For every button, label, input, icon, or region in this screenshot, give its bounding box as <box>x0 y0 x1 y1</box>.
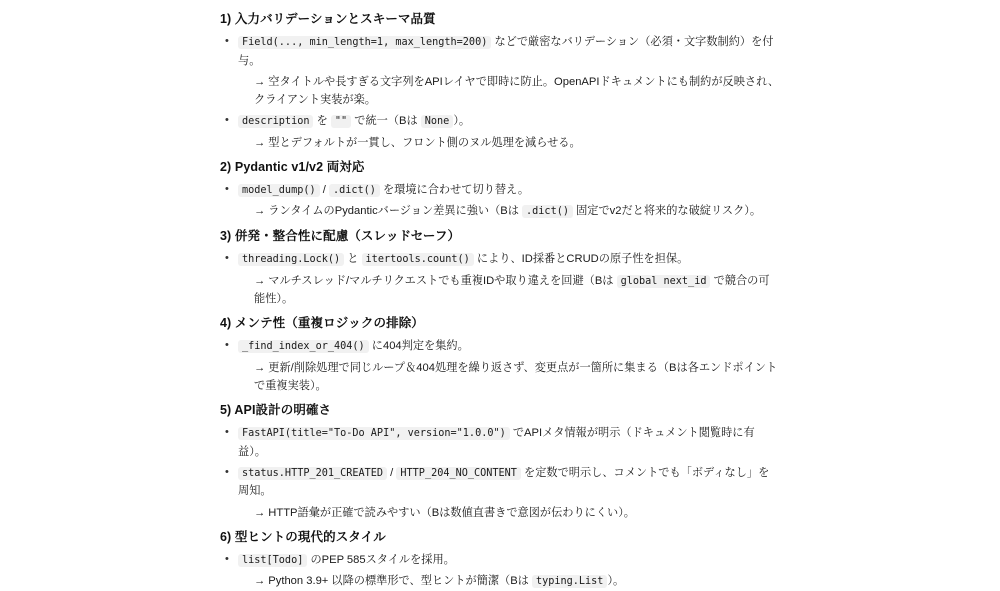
list-item <box>220 250 780 269</box>
text-fragment: → マルチスレッド/マルチリクエストでも重複IDや取り違えを回避（Bは <box>254 274 617 287</box>
code-token: description <box>238 115 313 128</box>
list-item-note <box>220 134 780 152</box>
section-items <box>220 551 780 591</box>
list-item-note <box>220 272 780 309</box>
text-fragment: → 空タイトルや長すぎる文字列をAPIレイヤで即時に防止。OpenAPIドキュメントにも制約が反映され、クライアント実装が楽。 <box>254 75 780 106</box>
section-heading: 4) メンテ性（重複ロジックの排除） <box>220 316 424 331</box>
code-token: None <box>421 115 454 128</box>
code-token: global next_id <box>617 275 711 288</box>
text-fragment: ）。 <box>453 115 471 128</box>
code-token: threading.Lock() <box>238 253 344 266</box>
list-item <box>220 33 780 70</box>
code-token: list[Todo] <box>238 554 307 567</box>
text-fragment: 固定でv2だと将来的な破綻リスク）。 <box>572 205 762 218</box>
document-section <box>220 227 780 308</box>
section-items <box>220 250 780 308</box>
code-token: HTTP_204_NO_CONTENT <box>396 467 521 480</box>
text-fragment: で統一（Bは <box>351 115 421 128</box>
list-item-note <box>220 359 780 395</box>
code-token: _find_index_or_404() <box>238 340 369 353</box>
section-items <box>220 424 780 521</box>
list-item-note <box>220 202 780 221</box>
section-heading: 3) 併発・整合性に配慮（スレッドセーフ） <box>220 228 461 243</box>
text-fragment: → 型とデフォルトが一貫し、フロント側のヌル処理を減らせる。 <box>254 136 581 149</box>
document-content <box>220 10 780 591</box>
code-token: itertools.count() <box>362 253 474 266</box>
text-fragment: により、ID採番とCRUDの原子性を担保。 <box>473 253 689 265</box>
text-fragment: → 更新/削除処理で同じループ＆404処理を繰り返さず、変更点が一箇所に集まる（Bは各エンドポイントで重複実装）。 <box>254 361 778 392</box>
text-fragment: と <box>344 253 362 265</box>
code-token: Field(..., min_length=1, max_length=200) <box>238 36 491 49</box>
text-fragment: を定数で明示し、コメントでも「ボディなし」を周知。 <box>238 466 770 498</box>
text-fragment: → ランタイムのPydanticバージョン差異に強い（Bは <box>254 205 523 218</box>
list-item-note <box>220 572 780 591</box>
text-fragment: で競合の可能性）。 <box>254 274 770 306</box>
list-item <box>220 424 780 461</box>
list-item-note <box>220 73 780 109</box>
section-heading: 5) API設計の明確さ <box>220 403 332 418</box>
text-fragment: / <box>387 466 397 479</box>
list-item <box>220 551 780 570</box>
text-fragment: / <box>319 183 329 196</box>
code-token: status.HTTP_201_CREATED <box>238 467 387 480</box>
list-item <box>220 181 780 200</box>
document-section <box>220 314 780 395</box>
document-section <box>220 158 780 221</box>
text-fragment: に404判定を集約。 <box>368 340 469 353</box>
section-items <box>220 337 780 395</box>
section-items <box>220 33 780 152</box>
section-heading: 2) Pydantic v1/v2 両対応 <box>220 159 365 174</box>
code-token: .dict() <box>329 184 380 197</box>
code-token: FastAPI(title="To-Do API", version="1.0.0") <box>238 427 510 440</box>
list-item <box>220 337 780 356</box>
section-heading: 1) 入力バリデーションとスキーマ品質 <box>220 12 436 26</box>
text-fragment: → HTTP語彙が正確で読みやすい（Bは数値直書きで意図が伝わりにくい）。 <box>254 506 635 519</box>
section-heading: 6) 型ヒントの現代的スタイル <box>220 529 386 544</box>
code-token: model_dump() <box>238 184 320 197</box>
text-fragment: を環境に合わせて切り替え。 <box>379 183 530 196</box>
text-fragment: でAPIメタ情報が明示（ドキュメント閲覧時に有益）。 <box>238 427 755 458</box>
code-token: .dict() <box>522 205 573 218</box>
code-token: typing.List <box>532 575 607 588</box>
list-item-note <box>220 504 780 522</box>
document-section <box>220 528 780 591</box>
list-item <box>220 112 780 131</box>
section-items <box>220 181 780 221</box>
text-fragment: ）。 <box>607 575 625 588</box>
document-section <box>220 10 780 152</box>
text-fragment: のPEP 585スタイルを採用。 <box>307 553 455 566</box>
text-fragment: を <box>313 115 331 128</box>
text-fragment: → Python 3.9+ 以降の標準形で、型ヒントが簡潔（Bは <box>254 575 532 588</box>
document-section <box>220 401 780 522</box>
list-item <box>220 464 780 501</box>
text-fragment: などで厳密なバリデーション（必須・文字数制約）を付与。 <box>238 36 774 67</box>
code-token: "" <box>331 115 351 128</box>
